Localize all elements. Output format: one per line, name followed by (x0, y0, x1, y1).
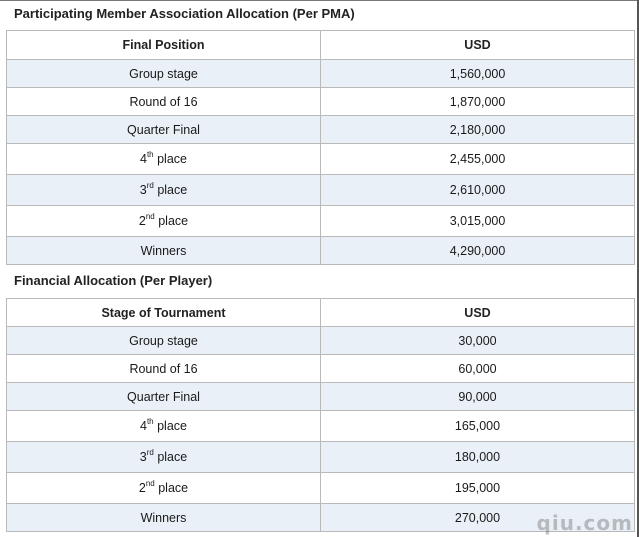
pma-section-title: Participating Member Association Allocation (Per PMA) (14, 6, 355, 21)
top-border (0, 0, 639, 1)
place-text: place (154, 214, 189, 228)
table-row (7, 383, 635, 411)
ordinal-suffix: th (146, 150, 154, 159)
table-row (7, 355, 635, 383)
usd-cell: 1,870,000 (321, 88, 635, 116)
pma-header-position: Final Position (7, 31, 321, 60)
position-cell (7, 237, 321, 265)
pma-allocation-table (6, 30, 635, 265)
usd-cell: 165,000 (321, 411, 635, 442)
position-text: Group stage (129, 333, 198, 348)
position-cell (7, 355, 321, 383)
ordinal-suffix: nd (145, 479, 155, 488)
position-cell (7, 144, 321, 175)
position-text: 3 (139, 450, 147, 464)
position-text: Winners (140, 243, 187, 258)
usd-cell: 195,000 (321, 473, 635, 504)
usd-cell: 2,180,000 (321, 116, 635, 144)
position-cell (7, 504, 321, 532)
position-text: Winners (140, 510, 187, 525)
table-row (7, 411, 635, 442)
ordinal-suffix: rd (146, 181, 154, 190)
table-row (7, 237, 635, 265)
position-cell (7, 411, 321, 442)
watermark-logo: qiu.com (536, 511, 633, 535)
usd-cell: 270,000 (321, 504, 635, 532)
table-row (7, 206, 635, 237)
usd-cell: 4,290,000 (321, 237, 635, 265)
player-header-stage: Stage of Tournament (7, 299, 321, 327)
position-text: Quarter Final (127, 122, 200, 137)
pma-header-usd: USD (321, 31, 635, 60)
position-text: Quarter Final (127, 389, 200, 404)
player-allocation-table (6, 298, 635, 532)
place-text: place (153, 152, 187, 166)
position-cell (7, 442, 321, 473)
position-cell (7, 383, 321, 411)
table-row (7, 60, 635, 88)
table-row (7, 442, 635, 473)
place-text: place (153, 183, 188, 197)
table-row (7, 327, 635, 355)
position-text: 2 (138, 214, 146, 228)
table-row (7, 144, 635, 175)
position-cell (7, 175, 321, 206)
place-text: place (153, 450, 188, 464)
table-row (7, 88, 635, 116)
usd-cell: 60,000 (321, 355, 635, 383)
ordinal-suffix: nd (145, 212, 155, 221)
position-text: Round of 16 (129, 361, 198, 376)
position-text: 2 (138, 481, 146, 495)
position-cell (7, 116, 321, 144)
table-row (7, 116, 635, 144)
position-text: 4 (140, 419, 147, 433)
position-text: Round of 16 (129, 94, 198, 109)
position-text: 3 (139, 183, 147, 197)
usd-cell: 2,455,000 (321, 144, 635, 175)
usd-cell: 2,610,000 (321, 175, 635, 206)
ordinal-suffix: th (146, 417, 154, 426)
position-cell (7, 327, 321, 355)
player-header-usd: USD (321, 299, 635, 327)
player-section-title: Financial Allocation (Per Player) (14, 273, 213, 288)
position-cell (7, 473, 321, 504)
usd-cell: 1,560,000 (321, 60, 635, 88)
usd-cell: 3,015,000 (321, 206, 635, 237)
position-cell (7, 206, 321, 237)
position-text: 4 (140, 152, 147, 166)
position-cell (7, 88, 321, 116)
usd-cell: 30,000 (321, 327, 635, 355)
usd-cell: 90,000 (321, 383, 635, 411)
position-text: Group stage (129, 66, 198, 81)
table-row (7, 473, 635, 504)
place-text: place (154, 481, 189, 495)
position-cell (7, 60, 321, 88)
usd-cell: 180,000 (321, 442, 635, 473)
place-text: place (153, 419, 187, 433)
table-row (7, 175, 635, 206)
ordinal-suffix: rd (146, 448, 154, 457)
